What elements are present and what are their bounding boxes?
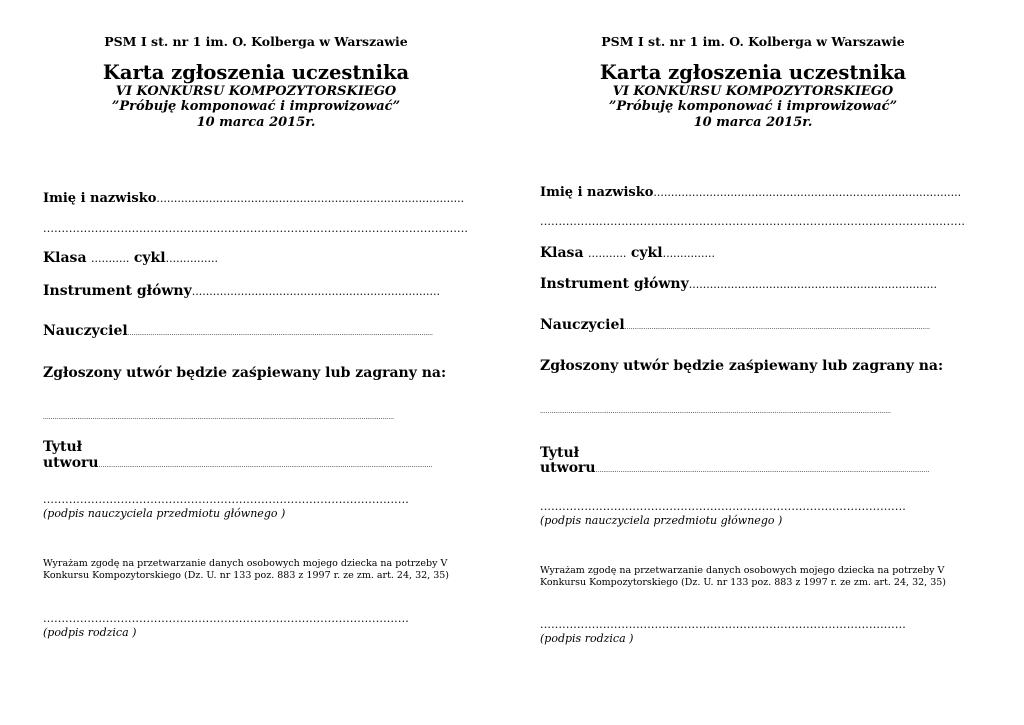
form-card-right — [497, 0, 1009, 725]
class-field[interactable] — [540, 245, 715, 261]
parent-signature-line[interactable]: ................................................................................................... — [540, 618, 906, 631]
name-field[interactable] — [540, 185, 961, 200]
name-label: Imię i nazwisko — [540, 185, 654, 200]
class-dots: ........... — [90, 252, 130, 265]
piece-label: Zgłoszony utwór będzie zaśpiewany lub zagrany na: — [540, 358, 944, 374]
competition-date: 10 marca 2015r. — [693, 115, 813, 130]
instrument-field[interactable] — [540, 276, 937, 292]
cycle-dots: ............... — [165, 252, 219, 265]
form-title: Karta zgłoszenia uczestnika — [102, 61, 410, 84]
piece-title-dots: ............................................................................................................................................................................... — [595, 467, 930, 474]
piece-title-label-2: utworu — [540, 460, 596, 476]
instrument-field[interactable] — [43, 283, 440, 299]
parent-signature-line[interactable]: ................................................................................................... — [43, 612, 409, 625]
school-name: PSM I st. nr 1 im. O. Kolberga w Warszawie — [601, 34, 905, 49]
name-label: Imię i nazwisko — [43, 191, 157, 206]
teacher-dots: ................................................................................................................................................................ — [127, 330, 433, 337]
consent-text: Wyrażam zgodę na przetwarzanie danych osobowych mojego dziecka na potrzeby V Konkursu Kompozytorskiego (Dz. U. nr 133 poz. 883 z 1997 r. ze zm. art. 24, 32, 35) — [540, 565, 946, 588]
instrument-label: Instrument główny — [540, 276, 689, 292]
competition-name: VI KONKURSU KOMPOZYTORSKIEGO — [115, 84, 397, 99]
teacher-signature-hint: (podpis nauczyciela przedmiotu głównego ) — [43, 507, 286, 520]
competition-motto: ”Próbuję komponować i improwizować” — [608, 99, 898, 114]
teacher-field[interactable] — [43, 323, 433, 339]
competition-date: 10 marca 2015r. — [196, 115, 316, 130]
cycle-dots: ............... — [662, 247, 716, 260]
teacher-signature-line[interactable]: ................................................................................................... — [540, 500, 906, 513]
parent-signature-hint: (podpis rodzica ) — [43, 626, 137, 639]
class-dots: ........... — [587, 247, 627, 260]
name-dots: ........................................................................................ — [156, 192, 465, 205]
teacher-label: Nauczyciel — [43, 323, 128, 339]
competition-motto: ”Próbuję komponować i improwizować” — [111, 99, 401, 114]
instrument-dots: ....................................................................... — [191, 285, 441, 298]
teacher-label: Nauczyciel — [540, 317, 625, 333]
name-dots: ........................................................................................ — [653, 186, 962, 199]
piece-title-label-1: Tytuł — [43, 439, 83, 455]
piece-label: Zgłoszony utwór będzie zaśpiewany lub zagrany na: — [43, 365, 447, 381]
piece-title-field[interactable] — [43, 455, 432, 471]
parent-signature-hint: (podpis rodzica ) — [540, 632, 634, 645]
consent-text: Wyrażam zgodę na przetwarzanie danych osobowych mojego dziecka na potrzeby V Konkursu Kompozytorskiego (Dz. U. nr 133 poz. 883 z 1997 r. ze zm. art. 24, 32, 35) — [43, 558, 449, 581]
teacher-dots: ................................................................................................................................................................ — [624, 324, 930, 331]
piece-field[interactable]: ........................................................................................................................................................................................ — [43, 414, 394, 421]
teacher-signature-line[interactable]: ................................................................................................... — [43, 493, 409, 506]
piece-title-dots: ............................................................................................................................................................................... — [98, 462, 433, 469]
form-title: Karta zgłoszenia uczestnika — [599, 61, 907, 84]
instrument-dots: ....................................................................... — [688, 278, 938, 291]
piece-title-label-2: utworu — [43, 455, 99, 471]
name-field[interactable] — [43, 191, 464, 206]
school-name: PSM I st. nr 1 im. O. Kolberga w Warszawie — [104, 34, 408, 49]
teacher-signature-hint: (podpis nauczyciela przedmiotu głównego ) — [540, 514, 783, 527]
name-field-line-2[interactable]: ................................................................................................................... — [43, 222, 469, 235]
instrument-label: Instrument główny — [43, 283, 192, 299]
class-label: Klasa — [540, 245, 584, 261]
cycle-label: cykl — [630, 245, 663, 261]
class-label: Klasa — [43, 250, 87, 266]
class-field[interactable] — [43, 250, 218, 266]
piece-title-label-1: Tytuł — [540, 445, 580, 461]
competition-name: VI KONKURSU KOMPOZYTORSKIEGO — [612, 84, 894, 99]
piece-title-field[interactable] — [540, 460, 929, 476]
name-field-line-2[interactable]: ................................................................................................................... — [540, 215, 966, 228]
cycle-label: cykl — [133, 250, 166, 266]
teacher-field[interactable] — [540, 317, 930, 333]
piece-field[interactable]: ........................................................................................................................................................................................ — [540, 408, 891, 415]
